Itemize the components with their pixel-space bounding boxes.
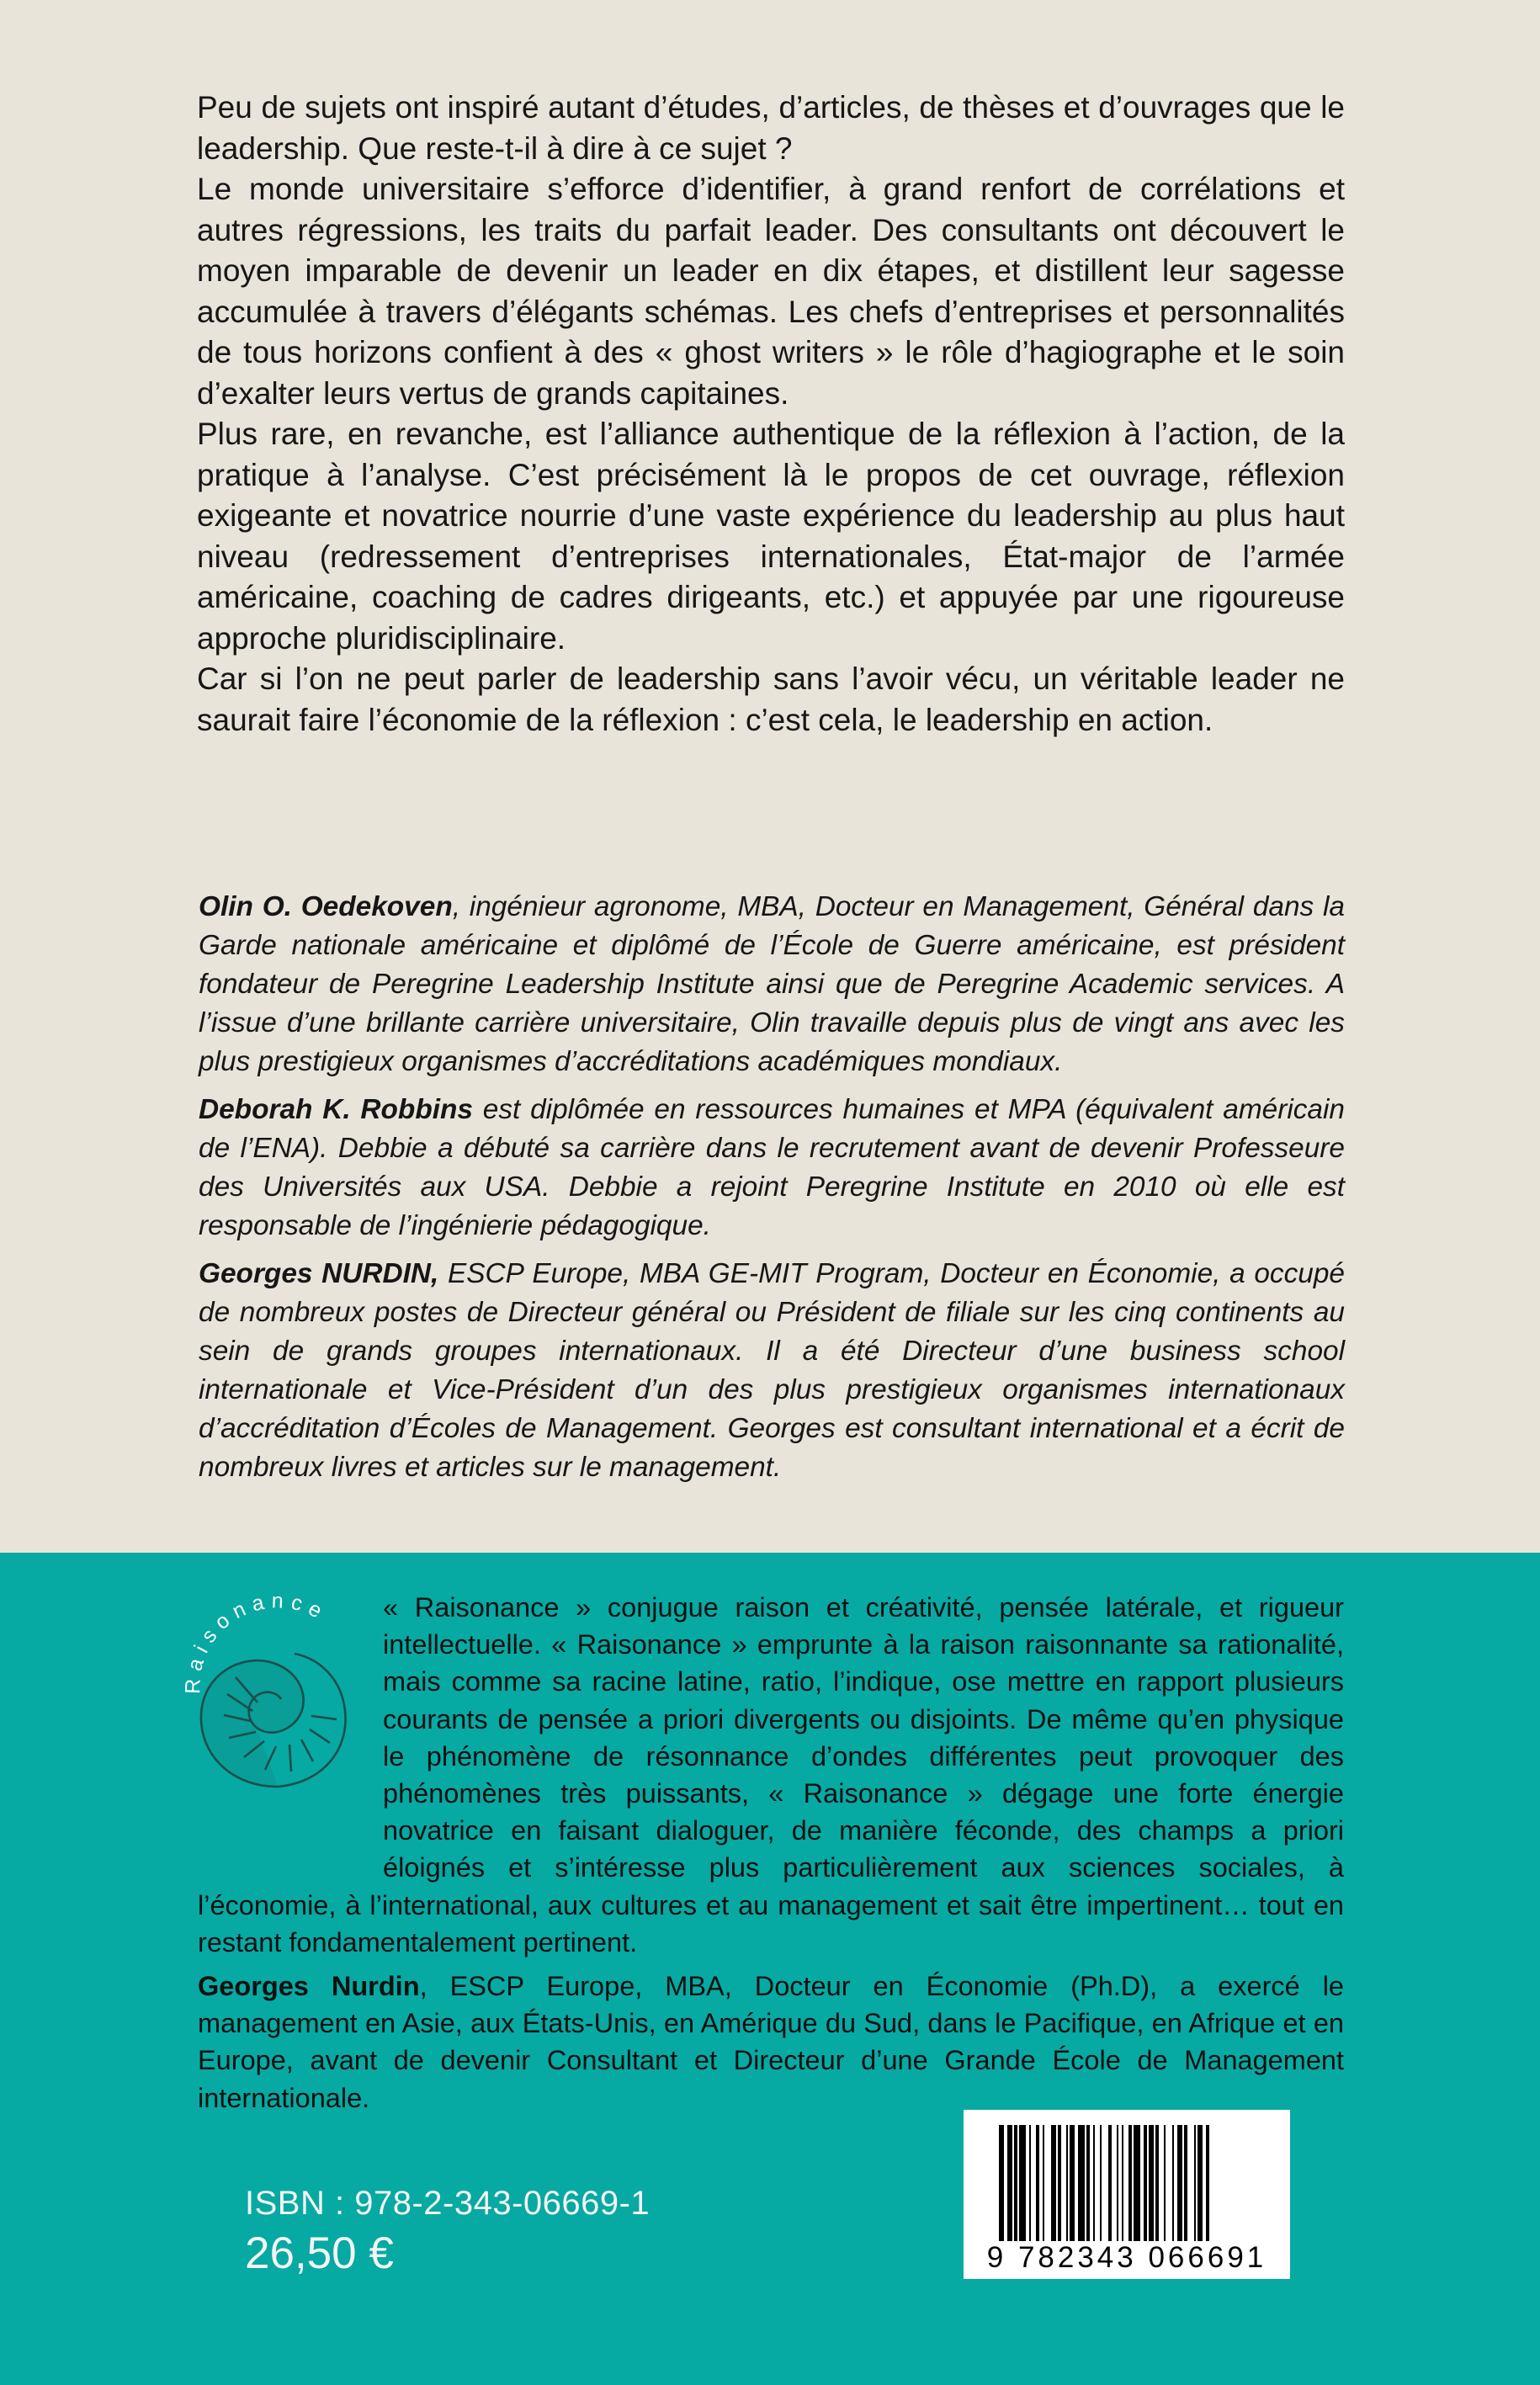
barcode-bar — [1155, 2125, 1159, 2241]
barcode-bar — [1043, 2125, 1044, 2241]
barcode-digits: 9 782343 066691 — [986, 2241, 1267, 2274]
collection-description — [198, 1589, 1344, 1961]
barcode-bar — [1078, 2125, 1085, 2241]
barcode-bar — [999, 2125, 1004, 2241]
barcode-bar — [1164, 2125, 1166, 2241]
barcode-bar — [1149, 2125, 1154, 2241]
barcode-bar — [1144, 2125, 1147, 2241]
barcode-bar — [1134, 2125, 1140, 2241]
author-name: Olin O. Oedekoven — [199, 891, 453, 922]
barcode-bar — [1093, 2125, 1095, 2241]
author-name: Georges NURDIN, — [199, 1258, 439, 1289]
barcode-bar — [1066, 2125, 1068, 2241]
barcode-bar — [1184, 2125, 1187, 2241]
barcode-bar — [1128, 2125, 1132, 2241]
barcode-bar — [1019, 2125, 1026, 2241]
director-name: Georges Nurdin — [198, 1971, 420, 2001]
barcode-bar — [1194, 2125, 1196, 2241]
author-bio — [199, 1255, 1345, 1487]
barcode-bar — [1122, 2125, 1123, 2241]
barcode-bar — [1014, 2125, 1017, 2241]
barcode-bar — [1177, 2125, 1182, 2241]
barcode-bar — [1100, 2125, 1102, 2241]
logo-float-spacer — [198, 1589, 383, 1879]
barcode-bar — [1197, 2125, 1203, 2241]
barcode-bar — [1070, 2125, 1075, 2241]
author-bio-text: , ingénieur agronome, MBA, Docteur en Management, Général dans la Garde nationale américaine et diplômé de l’École de Guerre américaine, est président fondateur de Peregrine Leadership Institute ainsi que de Peregrine Academic services. A l’issue d’une brillante carrière universitaire, Olin travaille depuis plus de vingt ans avec les plus prestigieux organismes d’accréditations académiques mondiaux. — [199, 891, 1345, 1077]
barcode-bar — [1051, 2125, 1056, 2241]
director-bio-text: , ESCP Europe, MBA, Docteur en Économie (Ph.D), a exercé le management en Asie, aux États-Unis, en Amérique du Sud, dans le Pacifique, en Afrique et en Europe, avant de devenir Consultant et Directeur d’une Grande École de Management internationale. — [198, 1971, 1345, 2113]
blurb-paragraph: Plus rare, en revanche, est l’alliance authentique de la réflexion à l’action, de la pratique à l’analyse. C’est précisément là le propos de cet ouvrage, réflexion exigeante et novatrice nourrie d’une vaste expérience du leadership au plus haut niveau (redressement d’entreprises internationales, État-major de l’armée américaine, coaching de cadres dirigeants, etc.) et appuyée par une rigoureuse approche pluridisciplinaire. — [197, 417, 1345, 656]
isbn: ISBN : 978-2-343-06669-1 — [245, 2185, 651, 2222]
barcode-bar — [1036, 2125, 1039, 2241]
collection-description-text: « Raisonance » conjugue raison et créativité, pensée latérale, et rigueur intellectuelle. « Raisonance » emprunte à la raison raisonnante sa rationalité, mais comme sa racine latine, ratio, l’indique, ose mettre en rapport plusieurs courants de pensée a priori divergents ou disjoints. De même qu’en physique le phénomène de résonnance d’ondes différentes peut provoquer des phénomènes très puissants, « Raisonance » dégage une forte énergie novatrice en faisant dialoguer, de manière féconde, des champs a priori éloignés et s’intéresse plus particulièrement aux sciences sociales, à l’économie, à l’international, aux cultures et au management et sait être impertinent… tout en restant fondamentalement pertinent. — [198, 1592, 1344, 1957]
barcode-bar — [1058, 2125, 1061, 2241]
blurb-paragraph: Le monde universitaire s’efforce d’identifier, à grand renfort de corrélations et autres régressions, les traits du parfait leader. Des consultants ont découvert le moyen imparable de devenir un leader en dix étapes, et distillent leur sagesse accumulée à travers d’élégants schémas. Les chefs d’entreprises et personnalités de tous horizons confient à des « ghost writers » le rôle d’hagiographe et le soin d’exalter leurs vertus de grands capitaines. — [197, 172, 1345, 411]
logo-text-path: Raisonance — [181, 1589, 332, 1695]
barcode-bar — [1007, 2125, 1012, 2241]
blurb-paragraph: Peu de sujets ont inspiré autant d’études, d’articles, de thèses et d’ouvrages que le leadership. Que reste-t-il à dire à ce sujet ? — [197, 90, 1345, 166]
author-bio-text: ESCP Europe, MBA GE-MIT Program, Docteur en Économie, a occupé de nombreux postes de Directeur général ou Président de filiale sur les cinq continents au sein de grands groupes internationaux. Il a été Directeur d’une business school internationale et Vice-Président d’un des plus prestigieux organismes internationaux d’accréditation d’Écoles de Management. Georges est consultant international et a écrit de nombreux livres et articles sur le management. — [199, 1258, 1346, 1483]
author-name: Deborah K. Robbins — [199, 1094, 473, 1125]
back-cover-blurb — [197, 88, 1345, 741]
author-bio — [199, 1091, 1345, 1246]
barcode-bar — [1086, 2125, 1090, 2241]
barcode-bar — [1108, 2125, 1112, 2241]
author-bios — [199, 888, 1345, 1496]
collection-director-bio — [198, 1968, 1344, 2117]
author-bio — [199, 888, 1345, 1081]
author-bio-text: est diplômée en ressources humaines et MPA (équivalent américain de l’ENA). Debbie a débuté sa carrière dans le recrutement avant de devenir Professeure des Universités aux USA. Debbie a rejoint Peregrine Institute en 2010 où elle est responsable de l’ingénierie pédagogique. — [199, 1094, 1345, 1241]
blurb-paragraph: Car si l’on ne peut parler de leadership sans l’avoir vécu, un véritable leader ne saurait faire l’économie de la réflexion : c’est cela, le leadership en action. — [197, 661, 1345, 737]
barcode — [964, 2110, 1290, 2279]
barcode-bar — [1172, 2125, 1174, 2241]
price: 26,50 € — [245, 2228, 394, 2278]
barcode-bar — [1029, 2125, 1031, 2241]
barcode-bar — [1206, 2125, 1209, 2241]
barcode-bar — [1117, 2125, 1118, 2241]
